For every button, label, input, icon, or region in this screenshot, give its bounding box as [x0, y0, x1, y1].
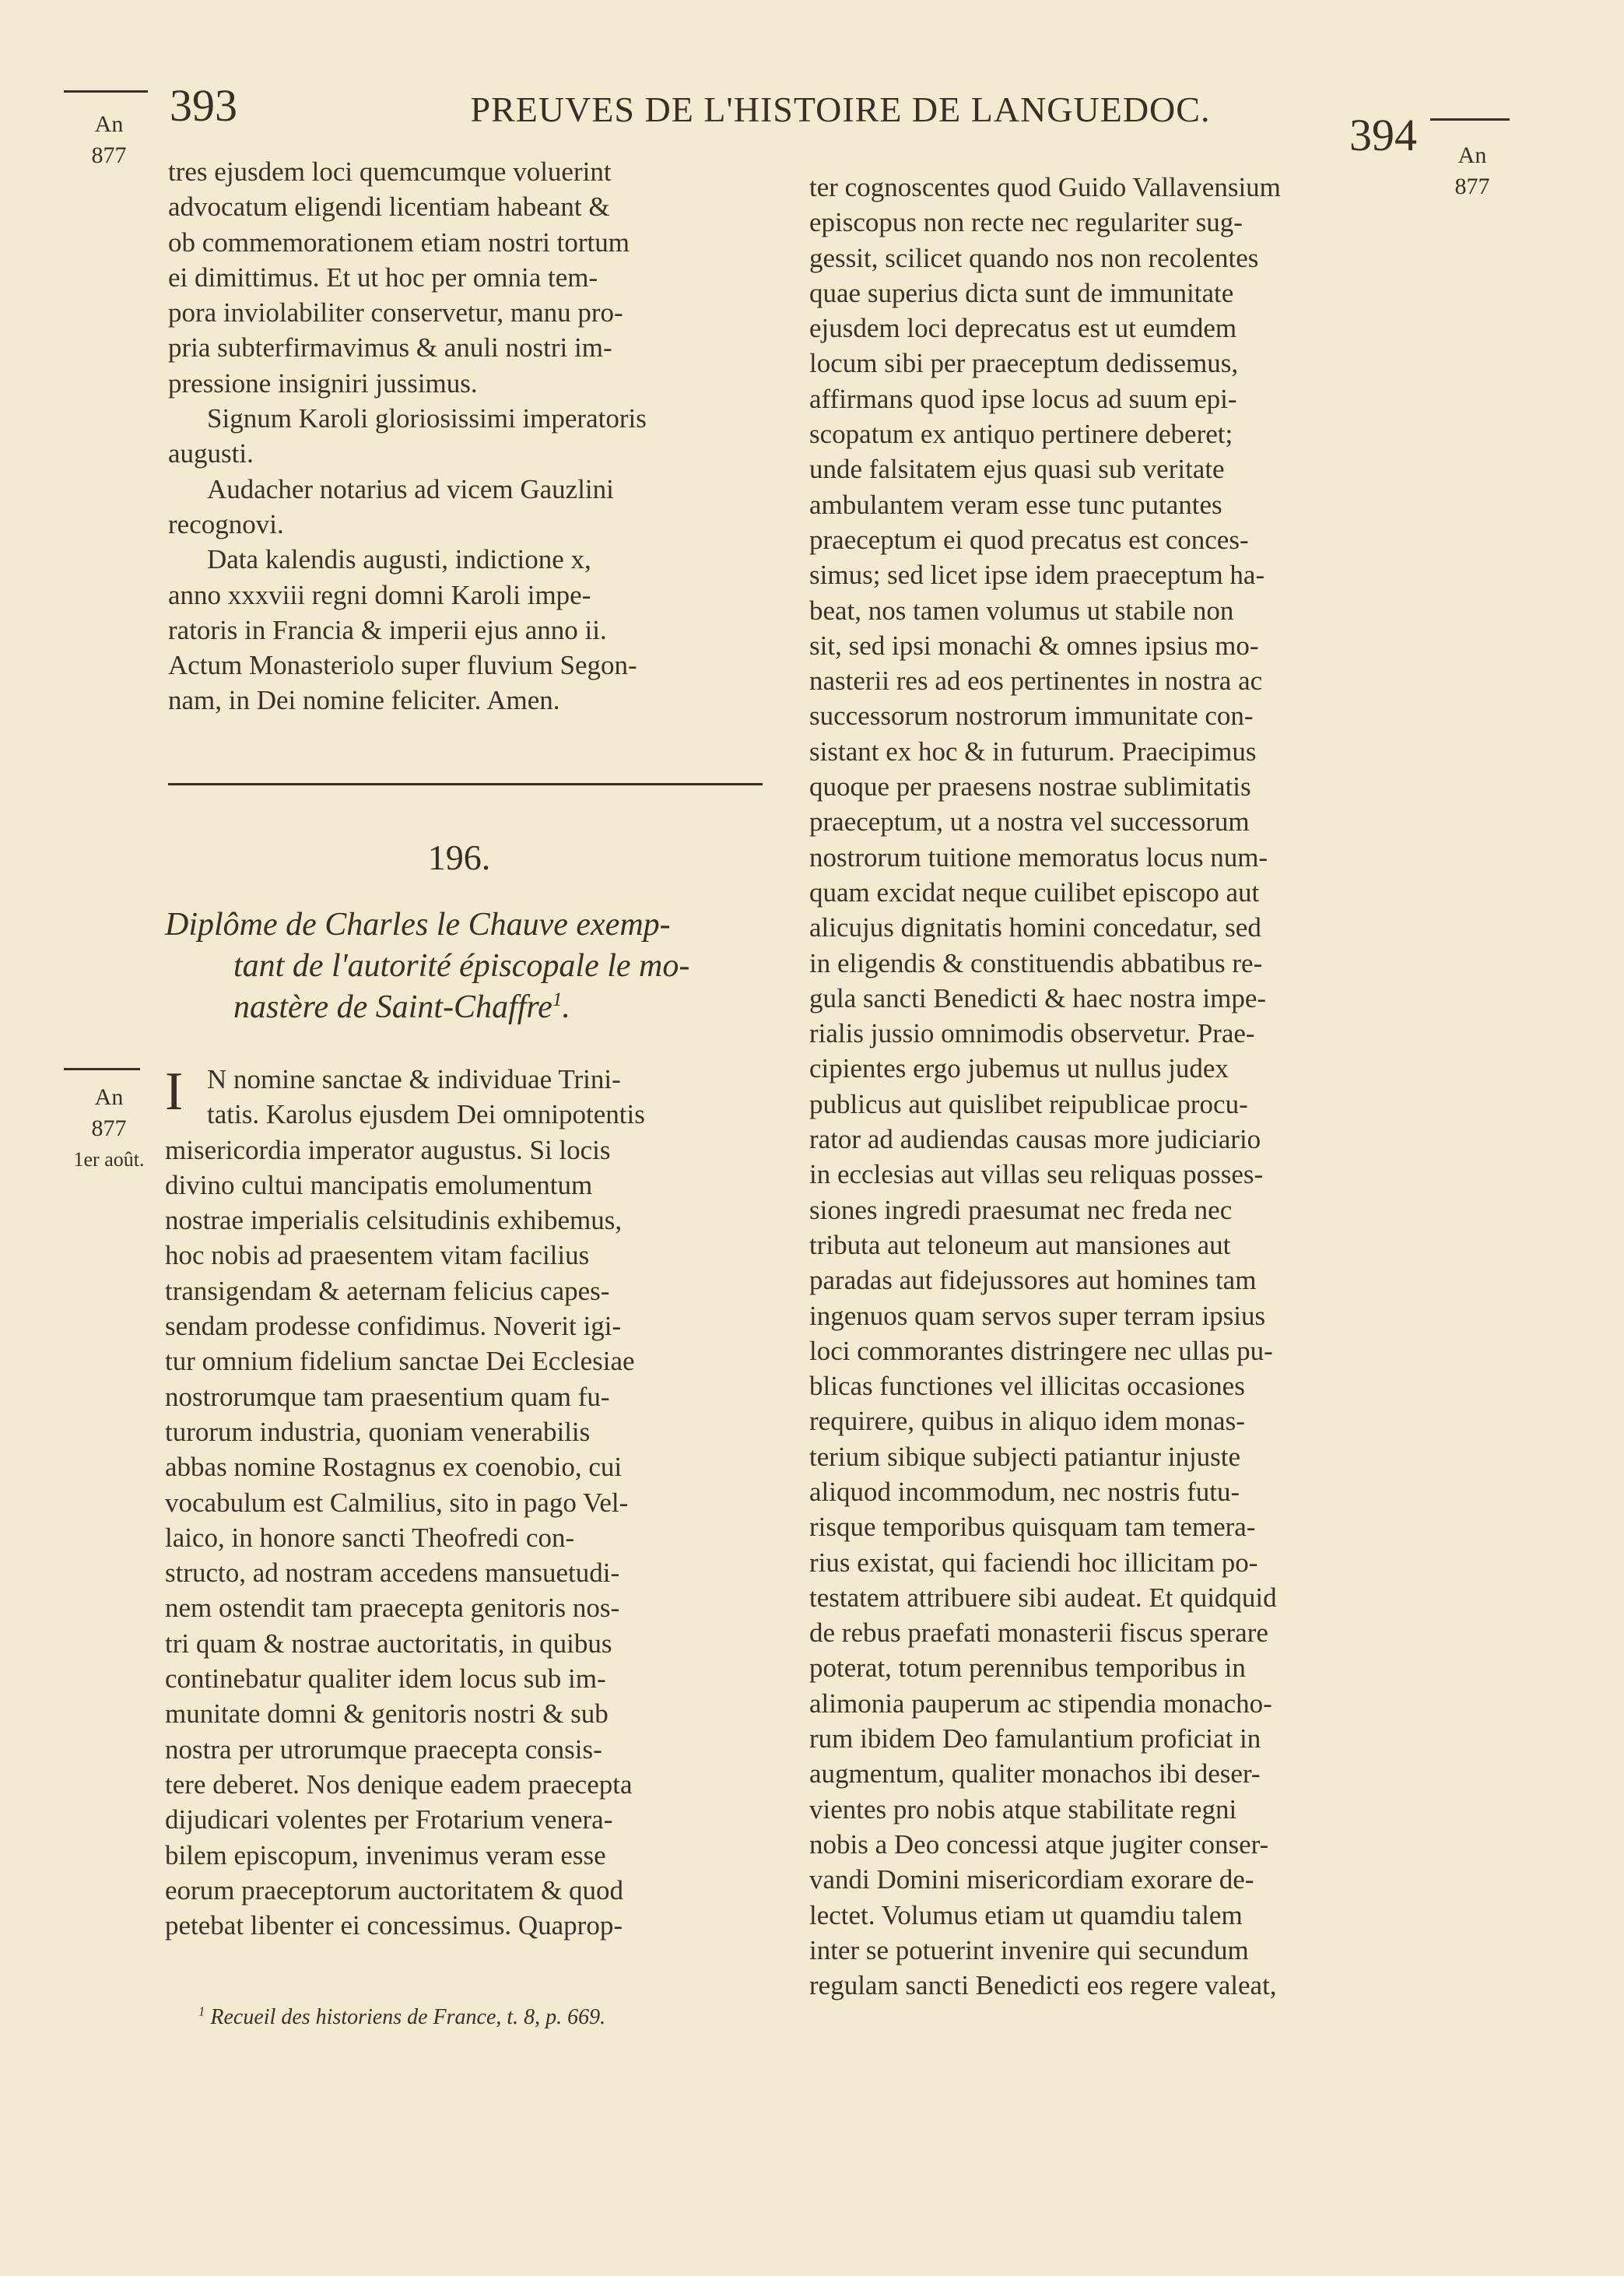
- text-line: dijudicari volentes per Frotarium venera-: [165, 1804, 613, 1835]
- text-line: structo, ad nostram accedens mansuetudi-: [165, 1558, 620, 1589]
- text-line: N nomine sanctae & individuae Trini-: [207, 1064, 621, 1094]
- text-line: pressione insigniri jussimus.: [168, 367, 478, 399]
- text-line: misericordia imperator augustus. Si locis: [165, 1134, 611, 1165]
- text-line: advocatum eligendi licentiam habeant &: [168, 191, 610, 223]
- text-line: unde falsitatem ejus quasi sub veritate: [809, 454, 1225, 485]
- text-line: nostra per utrorumque praecepta consis-: [165, 1733, 602, 1765]
- text-line: pria subterfirmavimus & anuli nostri im-: [168, 332, 612, 364]
- running-header-title: PREUVES DE L'HISTOIRE DE LANGUEDOC.: [470, 90, 1211, 129]
- text-line: ei dimittimus. Et ut hoc per omnia tem-: [168, 262, 598, 293]
- text-line: augusti.: [168, 438, 254, 469]
- text-line: nostrorumque tam praesentium quam fu-: [165, 1381, 610, 1412]
- footnote-text: Recueil des historiens de France, t. 8, p. 669.: [210, 2005, 606, 2029]
- text-line: ter cognoscentes quod Guido Vallavensium: [809, 172, 1281, 202]
- text-line: affirmans quod ipse locus ad suum epi-: [809, 383, 1237, 414]
- text-line: ingenuos quam servos super terram ipsius: [809, 1300, 1266, 1331]
- text-line: inter se potuerint invenire qui secundum: [809, 1934, 1249, 1965]
- header-rule-right: [1430, 118, 1510, 121]
- text-line: nasterii res ad eos pertinentes in nostra ac: [809, 666, 1263, 697]
- text-line: nostrorum tuitione memoratus locus num-: [809, 841, 1268, 873]
- text-line: sit, sed ipsi monachi & omnes ipsius mo-: [809, 630, 1259, 661]
- text-line: praeceptum, ut a nostra vel successorum: [809, 806, 1250, 838]
- text-line: pora inviolabiliter conservetur, manu pro-: [168, 297, 623, 328]
- text-line: ratoris in Francia & imperii ejus anno ii.: [168, 614, 607, 645]
- text-line: eorum praeceptorum auctoritatem & quod: [165, 1874, 623, 1905]
- text-line: anno xxxviii regni domni Karoli impe-: [168, 579, 591, 610]
- margin-rule-left-mid: [64, 1068, 140, 1070]
- margin-note-date-left: An 877 1er août.: [73, 1084, 145, 1171]
- page-number-right: 394: [1349, 110, 1417, 160]
- text-line: publicus aut quislibet reipublicae procu-: [809, 1088, 1248, 1119]
- text-line: episcopus non recte nec regulariter sug-: [809, 207, 1243, 238]
- text-line: hoc nobis ad praesentem vitam facilius: [165, 1240, 590, 1271]
- title-line: Diplôme de Charles le Chauve exemp-: [165, 907, 671, 943]
- text-line: recognovi.: [168, 508, 284, 539]
- text-line: praeceptum ei quod precatus est conces-: [809, 524, 1249, 555]
- text-line: divino cultui mancipatis emolumentum: [165, 1169, 593, 1200]
- text-line: Actum Monasteriolo super fluvium Segon-: [168, 650, 637, 681]
- text-line: laico, in honore sancti Theofredi con-: [165, 1522, 575, 1553]
- text-line: quam excidat neque cuilibet episcopo aut: [809, 876, 1260, 908]
- text-line: Audacher notarius ad vicem Gauzlini: [207, 473, 614, 504]
- text-line: testatem attribuere sibi audeat. Et quidquid: [809, 1582, 1277, 1613]
- text-line: tributa aut teloneum aut mansiones aut: [809, 1229, 1231, 1260]
- title-line: tant de l'autorité épiscopale le mo-: [233, 948, 690, 984]
- text-line: gula sancti Benedicti & haec nostra impe-: [809, 982, 1267, 1013]
- text-line: in ecclesias aut villas seu reliquas posses-: [809, 1159, 1264, 1190]
- text-line: ob commemorationem etiam nostri tortum: [168, 227, 630, 258]
- text-line: augmentum, qualiter monachos ibi deser-: [809, 1758, 1261, 1790]
- text-line: sendam prodesse confidimus. Noverit igi-: [165, 1311, 622, 1342]
- text-line: turorum industria, quoniam venerabilis: [165, 1416, 591, 1447]
- text-line: tere deberet. Nos denique eadem praecepta: [165, 1768, 633, 1800]
- right-column-text: [809, 170, 1281, 2003]
- text-line: nobis a Deo concessi atque jugiter conser-: [809, 1828, 1269, 1860]
- text-line: risque temporibus quisquam tam temera-: [809, 1512, 1256, 1543]
- text-line: tri quam & nostrae auctoritatis, in quibus: [165, 1628, 612, 1659]
- text-line: continebatur qualiter idem locus sub im-: [165, 1663, 606, 1695]
- text-line: aliquod incommodum, nec nostris futu-: [809, 1476, 1240, 1507]
- section-number: 196.: [427, 838, 491, 877]
- text-line: rius existat, qui faciendi hoc illicitam po-: [809, 1547, 1258, 1578]
- left-column-top-text: [168, 154, 647, 718]
- text-line: rum ibidem Deo famulantium proficiat in: [809, 1723, 1261, 1754]
- section-title: [165, 904, 780, 1028]
- margin-note-year-right-top: An 877: [1454, 142, 1490, 199]
- text-line: lectet. Volumus etiam ut quamdiu talem: [809, 1899, 1243, 1930]
- footnote-reference: 1: [552, 989, 563, 1010]
- text-line: tres ejusdem loci quemcumque voluerint: [168, 156, 612, 187]
- text-line: in eligendis & constituendis abbatibus re-: [809, 947, 1263, 978]
- footnote: [198, 2005, 790, 2030]
- text-line: quoque per praesens nostrae sublimitatis: [809, 771, 1251, 803]
- text-line: sistant ex hoc & in futurum. Praecipimus: [809, 736, 1257, 767]
- text-line: beat, nos tamen volumus ut stabile non: [809, 595, 1234, 626]
- text-line: Data kalendis augusti, indictione x,: [207, 544, 591, 575]
- text-line: ejusdem loci deprecatus est ut eumdem: [809, 313, 1237, 344]
- text-line: tatis. Karolus ejusdem Dei omnipotentis: [207, 1099, 645, 1130]
- text-line: alicujus dignitatis homini concedatur, sed: [809, 912, 1261, 943]
- text-line: siones ingredi praesumat nec freda nec: [809, 1194, 1233, 1225]
- text-line: abbas nomine Rostagnus ex coenobio, cui: [165, 1452, 623, 1483]
- text-line: bilem episcopum, invenimus veram esse: [165, 1839, 606, 1870]
- text-line: alimonia pauperum ac stipendia monacho-: [809, 1688, 1272, 1719]
- text-line: locum sibi per praeceptum dedissemus,: [809, 348, 1239, 379]
- text-line: tur omnium fidelium sanctae Dei Ecclesiae: [165, 1346, 635, 1377]
- text-line: loci commorantes distringere nec ullas pu-: [809, 1335, 1273, 1366]
- text-line: regulam sancti Benedicti eos regere valeat,: [809, 1970, 1277, 2001]
- text-line: nam, in Dei nomine feliciter. Amen.: [168, 685, 560, 716]
- text-line: nostrae imperialis celsitudinis exhibemus,: [165, 1205, 623, 1236]
- text-line: transigendam & aeternam felicius capes-: [165, 1275, 610, 1306]
- text-line: paradas aut fidejussores aut homines tam: [809, 1265, 1257, 1296]
- text-line: vandi Domini misericordiam exorare de-: [809, 1864, 1254, 1895]
- text-line: simus; sed licet ipse idem praeceptum ha-: [809, 560, 1265, 591]
- text-line: vientes pro nobis atque stabilitate regni: [809, 1793, 1237, 1825]
- text-line: Signum Karoli gloriosissimi imperatoris: [207, 403, 647, 434]
- text-line: ambulantem veram esse tunc putantes: [809, 489, 1222, 520]
- header-rule-left: [64, 90, 148, 93]
- text-line: rialis jussio omnimodis observetur. Prae-: [809, 1018, 1255, 1049]
- section-separator-rule: [168, 783, 763, 785]
- title-line: nastère de Saint-Chaffre$^1$.: [233, 989, 570, 1025]
- text-line: poterat, totum perennibus temporibus in: [809, 1653, 1246, 1684]
- text-line: quae superius dicta sunt de immunitate: [809, 277, 1234, 308]
- page-number-left: 393: [170, 80, 237, 131]
- text-line: petebat libenter ei concessimus. Quaprop-: [165, 1910, 623, 1941]
- text-line: gessit, scilicet quando nos non recolentes: [809, 242, 1259, 273]
- margin-note-year-left-top: An 877: [91, 111, 127, 168]
- text-line: cipientes ergo jubemus ut nullus judex: [809, 1053, 1229, 1084]
- text-line: nem ostendit tam praecepta genitoris nos-: [165, 1593, 620, 1624]
- text-line: requirere, quibus in aliquo idem monas-: [809, 1406, 1245, 1437]
- left-column-body-text: [165, 1062, 645, 1943]
- text-line: successorum nostrorum immunitate con-: [809, 701, 1254, 732]
- text-line: scopatum ex antiquo pertinere deberet;: [809, 419, 1233, 450]
- text-line: munitate domni & genitoris nostri & sub: [165, 1698, 609, 1730]
- text-line: de rebus praefati monasterii fiscus sperare: [809, 1617, 1268, 1649]
- text-line: vocabulum est Calmilius, sito in pago Vel-: [165, 1487, 629, 1518]
- drop-cap: I: [165, 1062, 184, 1122]
- text-line: blicas functiones vel illicitas occasiones: [809, 1371, 1245, 1402]
- text-line: rator ad audiendas causas more judiciario: [809, 1124, 1261, 1155]
- text-line: terium sibique subjecti patiantur injuste: [809, 1441, 1241, 1472]
- footnote-mark: 1: [198, 2004, 205, 2019]
